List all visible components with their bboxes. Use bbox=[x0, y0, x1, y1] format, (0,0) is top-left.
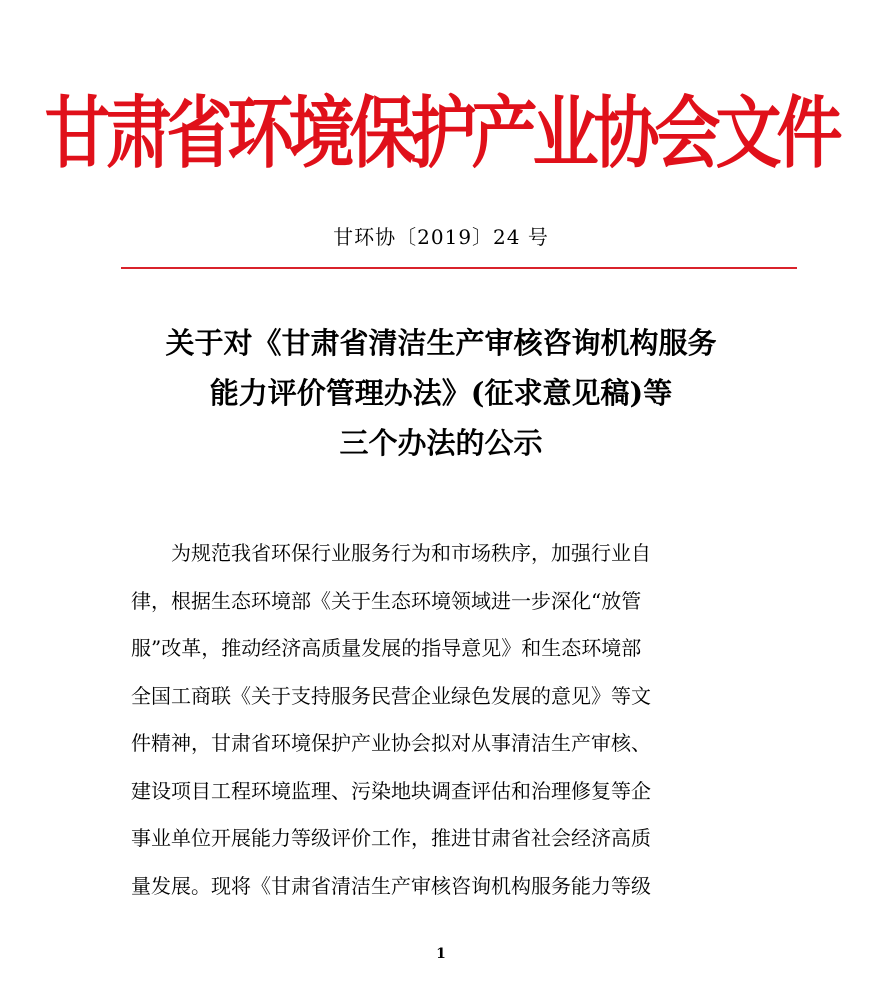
title-line: 三个办法的公示 bbox=[339, 426, 543, 460]
page-number: 1 bbox=[436, 946, 446, 962]
body-line: 件精神，甘肃省环境保护产业协会拟对从事清洁生产审核、 bbox=[131, 731, 651, 755]
body-line: 事业单位开展能力等级评价工作，推进甘肃省社会经济高质 bbox=[131, 826, 651, 850]
document-title bbox=[100, 318, 782, 468]
body-line: 律，根据生态环境部《关于生态环境领域进一步深化“放管 bbox=[131, 588, 642, 613]
title-line: 能力评价管理办法》(征求意见稿)等 bbox=[209, 376, 673, 410]
body-line: 全国工商联《关于支持服务民营企业绿色发展的意见》等文 bbox=[131, 683, 651, 708]
body-line: 量发展。现将《甘肃省清洁生产审核咨询机构服务能力等级 bbox=[131, 873, 651, 898]
body-line: 服”改革，推动经济高质量发展的指导意见》和生态环境部 bbox=[131, 636, 642, 660]
title-line: 关于对《甘肃省清洁生产审核咨询机构服务 bbox=[165, 326, 717, 360]
body-line: 建设项目工程环境监理、污染地块调查评估和治理修复等企 bbox=[131, 778, 651, 803]
document-masthead: 甘肃省环境保护产业协会文件 bbox=[44, 86, 838, 179]
body-line: 为规范我省环保行业服务行为和市场秩序，加强行业自 bbox=[171, 541, 651, 565]
document-number: 甘环协〔2019〕24 号 bbox=[333, 225, 549, 249]
body-paragraph bbox=[131, 530, 752, 910]
red-divider-line bbox=[121, 267, 797, 269]
